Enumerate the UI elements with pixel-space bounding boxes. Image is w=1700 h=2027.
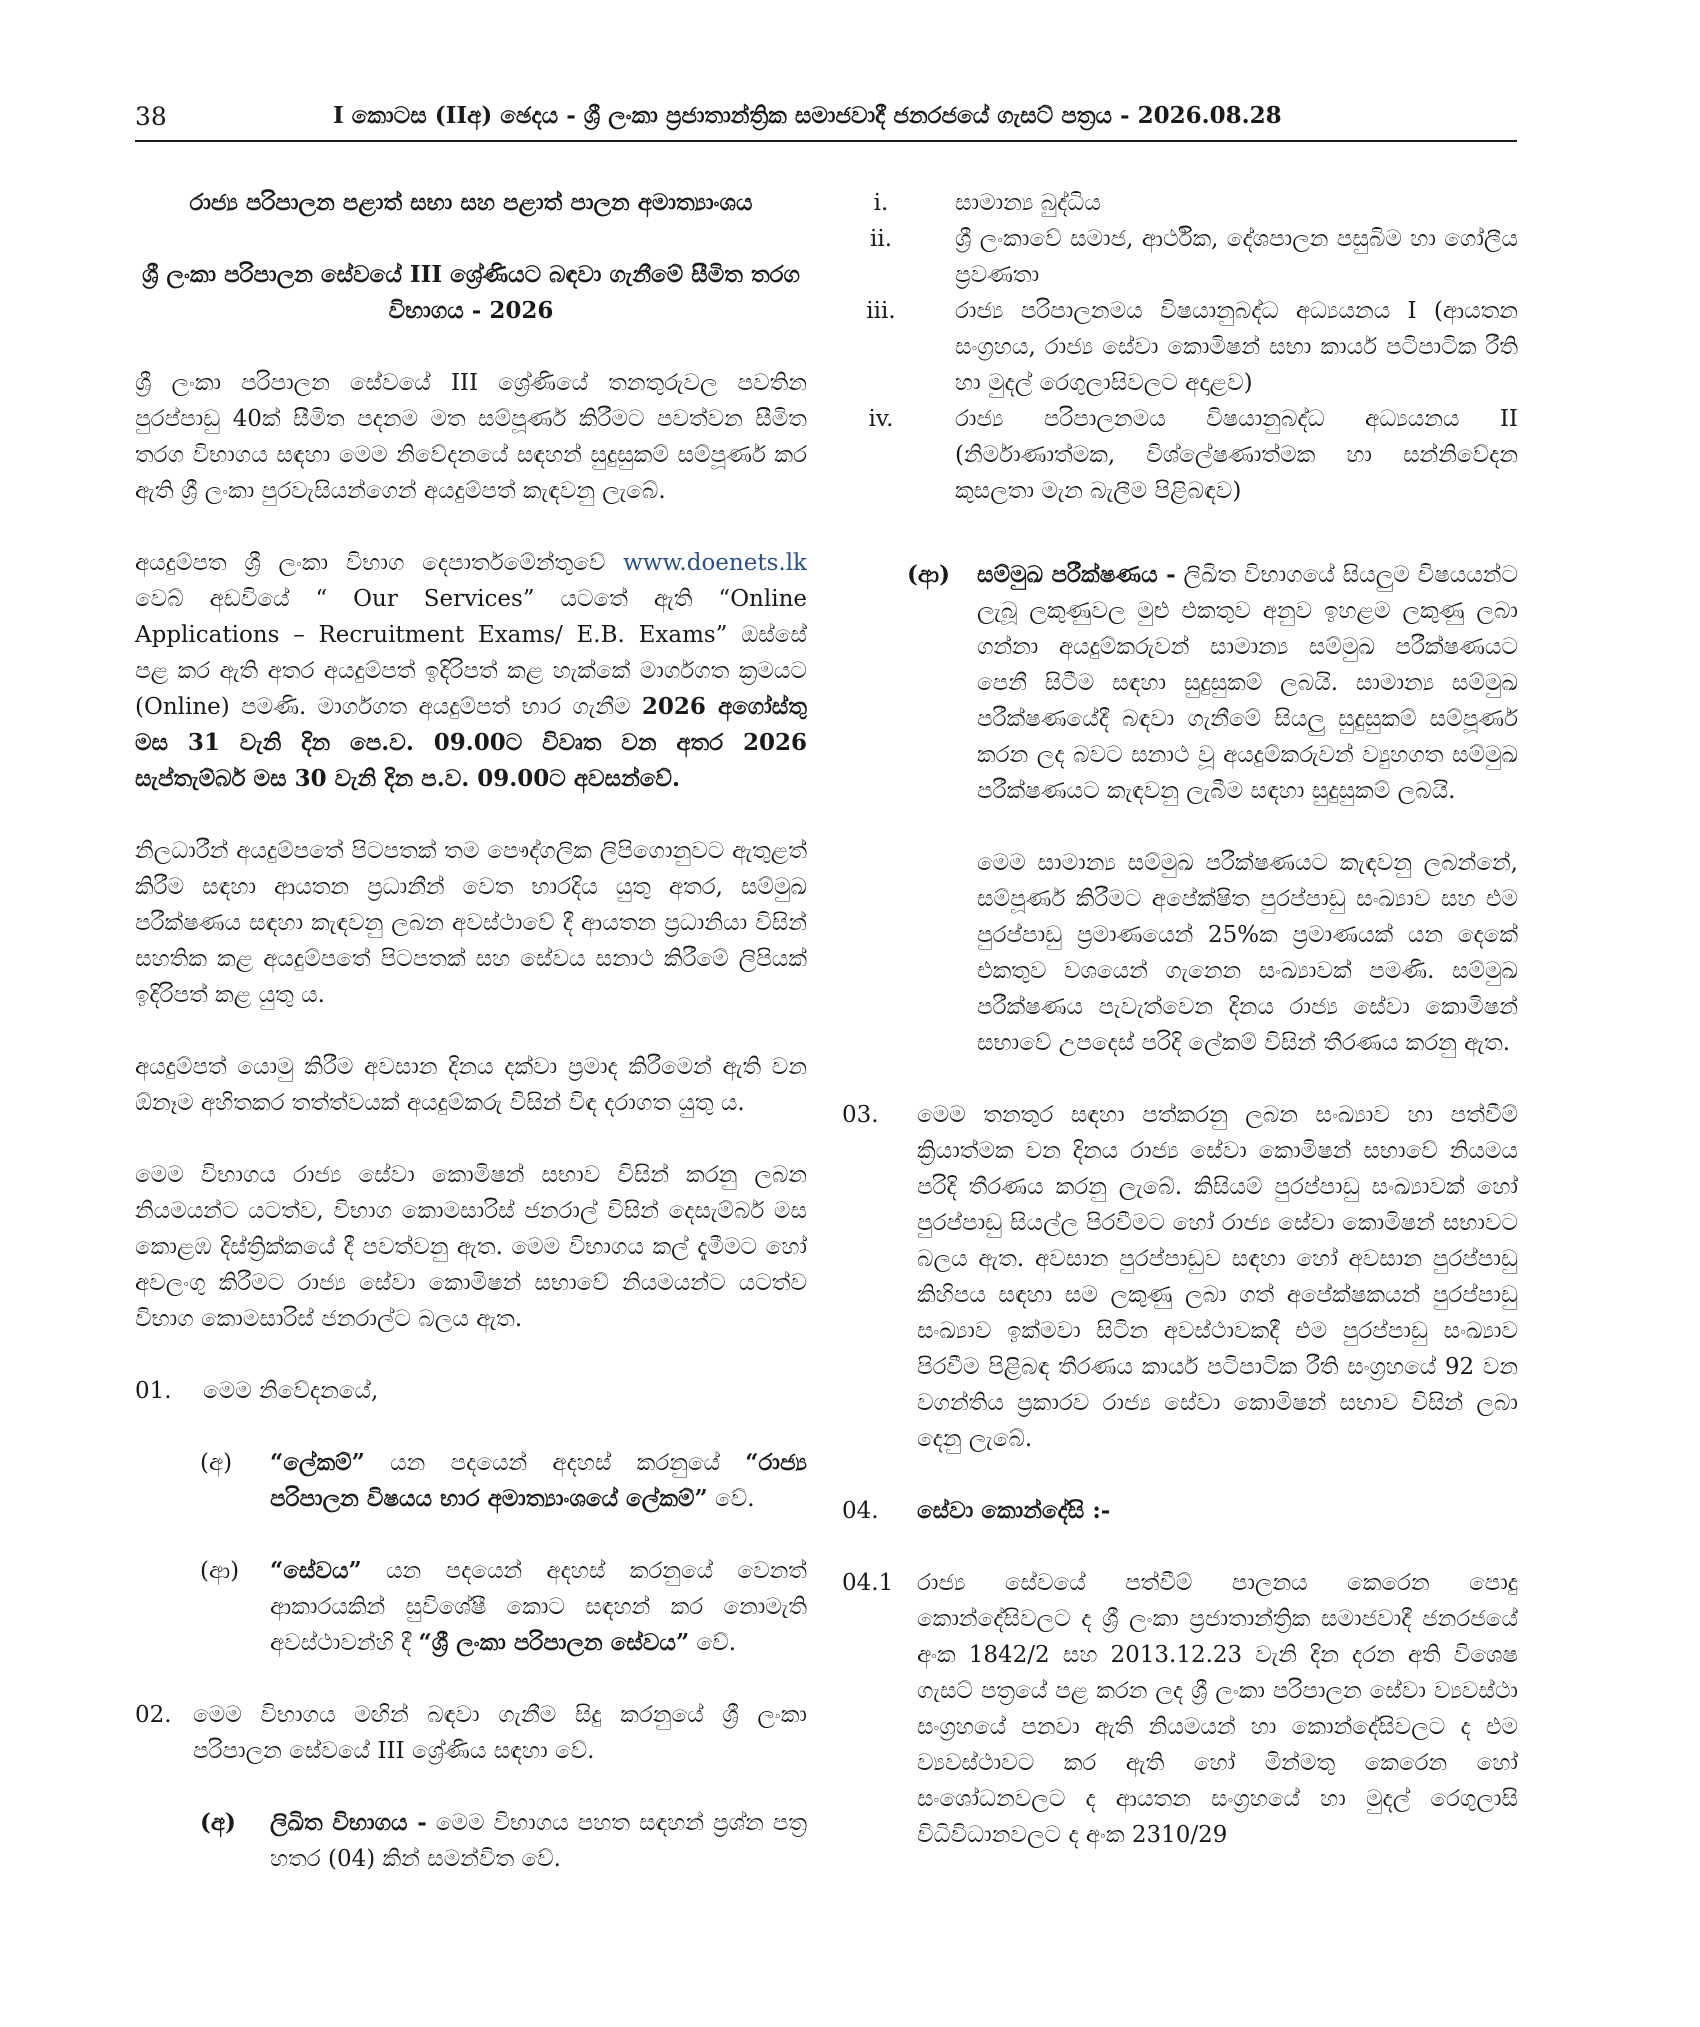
paper-text: සාමාන්‍ය බුද්ධිය: [955, 190, 1101, 216]
section-01b: [135, 1553, 807, 1661]
section-02a: [135, 1805, 807, 1877]
section-01a-term: “ලේකම්”: [270, 1449, 365, 1476]
paper-number: iii.: [866, 298, 896, 324]
section-01b-mid: යන පදයෙන් අදහස් කරනුයේ වෙනත් ආකාරයකින් සුවිශේෂී කොට සඳහන් කර නොමැති අවස්ථාවන්හි දී: [270, 1558, 807, 1656]
section-03-text: මෙම තනතුර සඳහා පත්කරනු ලබන සංඛ්‍යාව හා පත්වීම් ක්‍රියාත්මක වන දිනය රාජ්‍ය සේවා කොමිෂන් සභාවේ නියමය පරිදි තීරණය කරනු ලැබේ. කිසියම් පුරප්පාඩු සංඛ්‍යාවක් හෝ පුරප්පාඩු සියල්ල පිරවීමට හෝ රාජ්‍ය සේවා කොමිෂන් සභාවට බලය ඇත. අවසාන පුරප්පාඩුව සඳහා හෝ අවසාන පුරප්පාඩු කිහිපය සඳහා සම ලකුණු ලබා ගත් අපේක්ෂකයන් පුරප්පාඩු සංඛ්‍යාව ඉක්මවා සිටින අවස්ථාවකදී එම පුරප්පාඩු සංඛ්‍යාව පිරවීම පිළිබඳ තීරණය කාර්ය පටිපාටික රීති සංග්‍රහයේ 92 වන වගන්තිය ප්‍රකාරව රාජ්‍ය සේවා කොමිෂන් සභාව විසින් ලබා දෙනු ලැබේ.: [917, 1102, 1518, 1452]
right-column: [842, 185, 1518, 1853]
section-02a-title: ලිඛිත විභාගය -: [270, 1809, 427, 1836]
paper-number: i.: [873, 190, 889, 216]
section-02: [135, 1697, 807, 1769]
application-intro: අයදුම්පත ශ්‍රී ලංකා විභාග දෙපාර්තමේන්තුවේ: [135, 550, 606, 576]
website-link[interactable]: www.doenets.lk: [623, 550, 807, 576]
left-column: [135, 185, 807, 1877]
interview-paragraph: මෙම සාමාන්‍ය සම්මුඛ පරීක්ෂණයට කැඳවනු ලබන්නේ, සම්පූර්ණ කිරීමට අපේක්ෂිත පුරප්පාඩු සංඛ්‍යාව සහ එම පුරප්පාඩු ප්‍රමාණයෙන් 25%ක ප්‍රමාණයක් යන දෙකේ එකතුව වශයෙන් ගැනෙන සංඛ්‍යාවක් පමණි. සම්මුඛ පරීක්ෂණය පැවැත්වෙන දිනය රාජ්‍ය සේවා කොමිෂන් සභාවේ උපදෙස් පරිදි ලේකම් විසින් තීරණය කරනු ඇත.: [977, 850, 1518, 1056]
paper-item: [842, 401, 1518, 509]
section-01a-text: [270, 1445, 807, 1517]
section-01a-end: වේ.: [707, 1486, 755, 1512]
deadline-paragraph: අයදුම්පත් යොමු කිරීම අවසාන දිනය දක්වා ප්‍රමාද කිරීමෙන් ඇති වන ඕනෑම අහිතකර තත්ත්වයක් අයදුම්කරු විසින් විඳ දරාගත යුතු ය.: [135, 1054, 807, 1116]
paper-number: ii.: [869, 226, 893, 252]
section-01b-meaning: “ශ්‍රී ලංකා පරිපාලන සේවය”: [418, 1629, 690, 1656]
paper-number: iv.: [868, 406, 894, 432]
section-02a-label: (අ): [200, 1809, 236, 1836]
exam-title: ශ්‍රී ලංකා පරිපාලන සේවයේ III ශ්‍රේණියට බඳවා ගැනීමේ සීමිත තරග විභාගය - 2026: [142, 261, 800, 324]
section-01b-text: [270, 1553, 807, 1661]
paper-text: රාජ්‍ය පරිපාලනමය විෂයානුබද්ධ අධ්‍යයනය II (නිර්මාණාත්මක, විශ්ලේෂණාත්මක හා සන්නිවේදන කුසලතා මැන බැලීම පිළිබඳව): [955, 406, 1518, 504]
section-01: [135, 1373, 807, 1409]
section-04-1-text: රාජ්‍ය සේවයේ පත්වීම් පාලනය කෙරෙන පොදු කොන්දේසිවලට ද ශ්‍රී ලංකා ප්‍රජාතාන්ත්‍රික සමාජවාදී ජනරජයේ අංක 1842/2 සහ 2013.12.23 වැනි දින දරන අති විශෙෂ ගැසට් පත්‍රයේ පළ කරන ලද ශ්‍රී ලංකා පරිපාලන සේවා ව්‍යවස්ථා සංග්‍රහයේ පනවා ඇති නියමයන් හා කොන්දේසිවලට ද එම ව්‍යවස්ථාවට කර ඇති හෝ මින්මතු කෙරෙන හෝ සංශෝධනවලට ද ආයතන සංග්‍රහයේ හා මුදල් රෙගුලාසි විධිවිධානවලට ද අංක 2310/29: [917, 1570, 1518, 1848]
paper-item: [842, 293, 1518, 401]
section-02b: [842, 557, 1518, 809]
section-02a-text: [270, 1805, 807, 1877]
application-text: වෙබ් අඩවියේ “ Our Services” යටතේ ඇති “Online Applications – Recruitment Exams/ E.B. Exams” ඔස්සේ පළ කර ඇති අතර අයදුම්පත් ඉදිරිපත් කළ හැක්කේ මාර්ගගත ක්‍රමයට (Online) පමණි. මාර්ගගත අයදුම්පත් භාර ගැනීම: [135, 586, 807, 720]
ministry-title: රාජ්‍ය පරිපාලන පළාත් සභා සහ පළාත් පාලන අමාත්‍යාංශය: [189, 189, 753, 216]
section-01a-label: (අ): [200, 1450, 233, 1476]
section-04: [842, 1493, 1518, 1529]
section-01-number: 01.: [135, 1378, 172, 1404]
gazette-header-title: I කොටස (IIඅ) ඡෙදය - ශ්‍රී ලංකා ප්‍රජාතාන්ත්‍රික සමාජවාදී ජනරජයේ ගැසට් පත්‍රය - 2026.08.28: [333, 102, 1282, 129]
paper-text: ශ්‍රී ලංකාවේ සමාජ, ආර්ථික, දේශපාලන පසුබිම හා ගෝලීය ප්‍රවණතා: [955, 226, 1518, 288]
section-02-number: 02.: [135, 1702, 172, 1728]
section-01a: [135, 1445, 807, 1517]
paper-item: [842, 221, 1518, 293]
paper-text: රාජ්‍ය පරිපාලනමය විෂයානුබද්ධ අධ්‍යයනය I (ආයතන සංග්‍රහය, රාජ්‍ය සේවා කොමිෂන් සභා කාර්ය පටිපාටික රීති හා මුදල් රෙගුලාසිවලට අදාළව): [955, 298, 1518, 396]
section-01b-end: වේ.: [689, 1630, 737, 1656]
application-paragraph: [135, 545, 807, 797]
section-02b-text: [977, 557, 1518, 809]
section-02-text: මෙම විභාගය මඟින් බඳවා ගැනීම සිදු කරනුයේ ශ්‍රී ලංකා පරිපාලන සේවයේ III ශ්‍රේණිය සඳහා වේ.: [193, 1702, 807, 1764]
page-header: [135, 98, 1517, 142]
section-03-number: 03.: [842, 1102, 879, 1128]
section-02b-body: ලිඛිත විභාගයේ සියලුම විෂයයන්ට ලැබූ ලකුණුවල මුළු එකතුව අනුව ඉහළම ලකුණු ලබා ගන්නා අයදුම්කරුවන් සාමාන්‍ය සම්මුඛ පරීක්ෂණයට පෙනී සිටීම සඳහා සුදුසුකම් ලබයි. සාමාන්‍ය සම්මුඛ පරීක්ෂණයේදී බඳවා ගැනීමේ සියලු සුදුසුකම් සම්පූර්ණ කරන ලද බවට සනාථ වූ අයදුම්කරුවන් ව්‍යුහගත සම්මුඛ පරීක්ෂණයට කැඳවනු ලැබීම සඳහා සුදුසුකම් ලබයි.: [977, 562, 1518, 804]
section-01b-label: (ආ): [200, 1558, 240, 1584]
section-02a-body: මෙම විභාගය පහත සඳහන් ප්‍රශ්න පත්‍ර හතර (04) කින් සමන්විත වේ.: [270, 1810, 807, 1872]
officers-paragraph: නිලධාරීන් අයදුම්පතේ පිටපතක් තම පෞද්ගලික ලිපිගොනුවට ඇතුළත් කිරීම සඳහා ආයතන ප්‍රධානීන් වෙත භාරදිය යුතු අතර, සම්මුඛ පරීක්ෂණය සඳහා කැඳවනු ලබන අවස්ථාවේ දී ආයතන ප්‍රධානියා විසින් සහතික කළ අයදුම්පතේ පිටපතක් සහ සේවය සනාථ කිරීමේ ලිපියක් ඉදිරිපත් කළ යුතු ය.: [135, 838, 807, 1008]
section-04-title: සේවා කොන්දේසි :-: [917, 1497, 1111, 1524]
section-04-1: [842, 1565, 1518, 1853]
application-dates: 2026 අගෝස්තු මස 31 වැනි දින පෙ.ව. 09.00ට විවෘත වන අතර 2026 සැප්තැම්බර් මස 30 වැනි දින ප.ව. 09.00ට අවසන්වේ.: [135, 693, 808, 792]
section-01a-mid: යන පදයෙන් අදහස් කරනුයේ: [364, 1450, 746, 1476]
section-01a-meaning: “රාජ්‍ය පරිපාලන විෂයය භාර අමාත්‍යාංශයේ ලේකම්”: [270, 1449, 807, 1512]
section-01b-term: “සේවය”: [270, 1557, 362, 1584]
section-01-text: මෙම නිවේදනයේ,: [203, 1378, 379, 1404]
exam-conduct-paragraph: මෙම විභාගය රාජ්‍ය සේවා කොමිෂන් සභාව විසින් කරනු ලබන නියමයන්ට යටත්ව, විභාග කොමසාරිස් ජනරාල් විසින් දෙසැම්බර් මස කොළඹ දිස්ත්‍රික්කයේ දී පවත්වනු ඇත. මෙම විභාගය කල් දැමීමට හෝ අවලංගු කිරීමට රාජ්‍ය සේවා කොමිෂන් සභාවේ නියමයන්ට යටත්ව විභාග කොමසාරිස් ජනරාල්ට බලය ඇත.: [135, 1162, 807, 1332]
section-03: [842, 1097, 1518, 1457]
intro-paragraph: ශ්‍රී ලංකා පරිපාලන සේවයේ III ශ්‍රේණියේ තනතුරුවල පවතින පුරප්පාඩු 40ක් සීමිත පදනම මත සම්පූර්ණ කිරීමට පවත්වන සීමිත තරග විභාගය සඳහා මෙම නිවේදනයේ සඳහන් සුදුසුකම් සම්පූර්ණ කර ඇති ශ්‍රී ලංකා පුරවැසියන්ගෙන් අයදුම්පත් කැඳවනු ලැබේ.: [135, 370, 807, 504]
paper-item: [842, 185, 1518, 221]
section-04-number: 04.: [842, 1498, 879, 1524]
section-04-1-number: 04.1: [842, 1570, 894, 1596]
section-02b-title: සම්මුඛ පරීක්ෂණය -: [977, 561, 1176, 588]
section-02b-label: (ආ): [907, 561, 950, 588]
page-number: 38: [135, 102, 167, 131]
